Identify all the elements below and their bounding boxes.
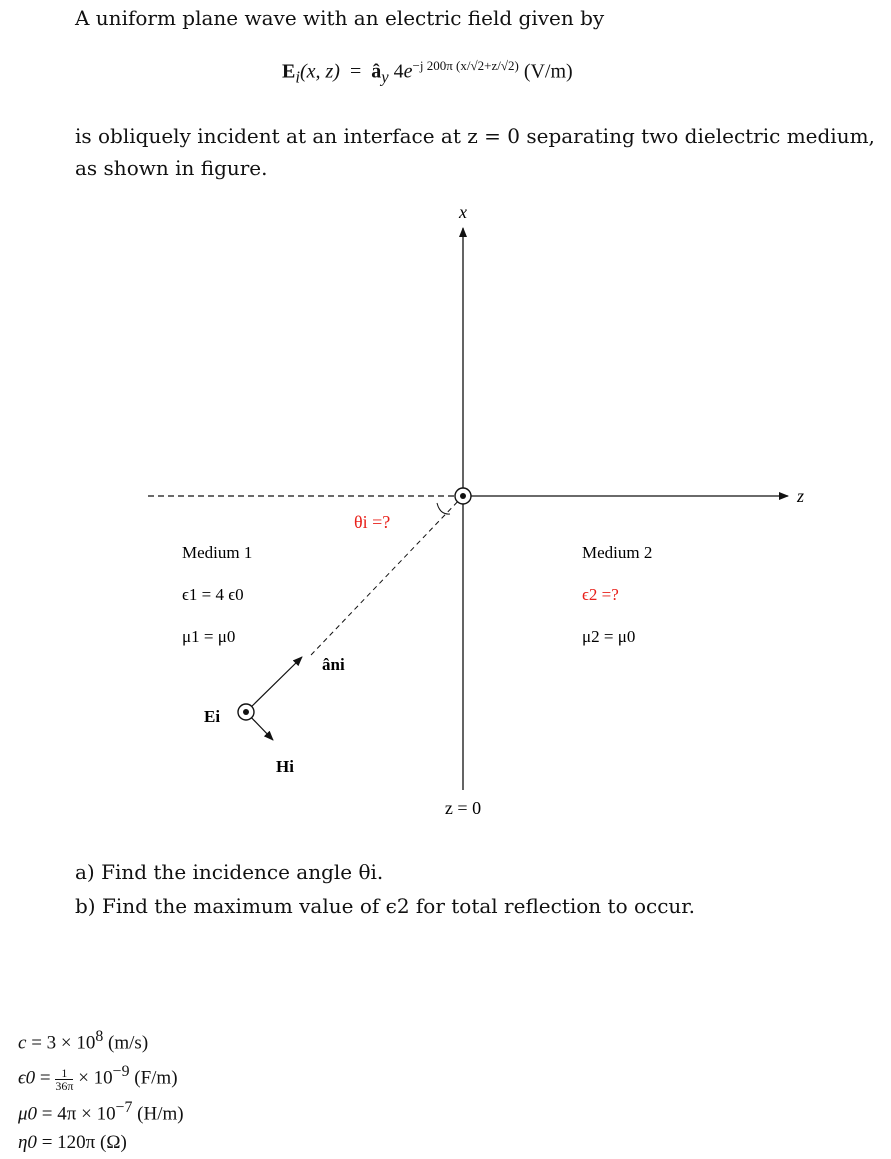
- eps0-exp: −9: [112, 1063, 130, 1081]
- constant-c: $c = 3 \times 10^8$ (m/s): [18, 1028, 149, 1054]
- c-unit: (m/s): [108, 1032, 149, 1054]
- medium2-epsilon: ϵ2 =?: [582, 585, 619, 604]
- constant-eps0: ϵ0 = $\frac{1}{36\pi}$ × $10^{-9}$ (F/m): [18, 1063, 178, 1093]
- constants-list: [18, 1022, 184, 1157]
- constant-eta0: η0 = 120π (Ω): [18, 1131, 127, 1153]
- eps0-numerator: 1: [55, 1067, 73, 1080]
- eq-amplitude: 4: [393, 60, 404, 83]
- eta0-symbol: η0: [18, 1131, 37, 1153]
- eps0-unit: (F/m): [134, 1067, 178, 1089]
- c-value: 3 × 10: [46, 1032, 96, 1054]
- eta0-unit: (Ω): [100, 1131, 127, 1153]
- eq-unit: (V/m): [523, 60, 573, 83]
- x-axis-label: x: [459, 202, 467, 222]
- incidence-angle-arc: [437, 503, 450, 514]
- eq-lhs-sub: i: [295, 67, 300, 87]
- mu0-unit: (H/m): [137, 1102, 184, 1124]
- eps0-denominator: 36π: [55, 1078, 74, 1093]
- eq-unit-sub: y: [381, 67, 389, 87]
- medium1-epsilon: ϵ1 = 4 ϵ0: [182, 585, 244, 604]
- field-equation: $E_i(x$, $z) = â_y$ $4e^{-j 200\pi (x/√2+z/√2)}$ (V/m): [282, 58, 573, 87]
- propagation-vector-label: âni: [322, 655, 345, 674]
- c-symbol: c: [18, 1032, 27, 1054]
- incidence-angle-label: θi =?: [354, 512, 391, 532]
- description-paragraph: is obliquely incident at an interface at z = 0 separating two dielectric medium, as shown in figure.: [75, 124, 875, 180]
- medium1-mu: μ1 = μ0: [182, 627, 236, 646]
- eps0-value: × 10: [78, 1067, 113, 1089]
- question-a: a) Find the incidence angle θi.: [75, 860, 384, 884]
- intro-text: A uniform plane wave with an electric field given by: [75, 6, 605, 30]
- origin-dot: [460, 493, 466, 499]
- interface-label: z = 0: [444, 798, 482, 818]
- eta0-value: 120π: [57, 1131, 96, 1153]
- mu0-value: 4π × 10: [57, 1102, 116, 1124]
- h-field-label: Hi: [276, 757, 294, 776]
- medium2-mu: μ2 = μ0: [582, 627, 636, 646]
- e-field-label: Ei: [204, 707, 221, 726]
- medium2-name: Medium 2: [582, 543, 653, 562]
- eps0-symbol: ϵ0: [18, 1067, 36, 1089]
- eq-lhs-vector: E: [282, 60, 296, 83]
- eq-exponent: −j 200π (x/√2+z/√2): [412, 58, 519, 73]
- eq-unit-vector: â: [371, 60, 382, 83]
- propagation-arrow: [246, 657, 302, 712]
- mu0-symbol: μ0: [18, 1102, 38, 1124]
- questions: [75, 855, 695, 923]
- c-exp: 8: [95, 1028, 104, 1045]
- e-field-dot: [243, 709, 249, 715]
- constant-mu0: $\mu 0 = 4\pi \times 10^{-7}$ (H/m): [18, 1098, 184, 1124]
- question-b: b) Find the maximum value of ϵ2 for total reflection to occur.: [75, 894, 696, 918]
- eq-lhs-args: (x, z): [299, 60, 340, 83]
- medium1-name: Medium 1: [182, 543, 253, 562]
- z-axis-label: z: [797, 486, 805, 506]
- mu0-exp: −7: [115, 1098, 133, 1116]
